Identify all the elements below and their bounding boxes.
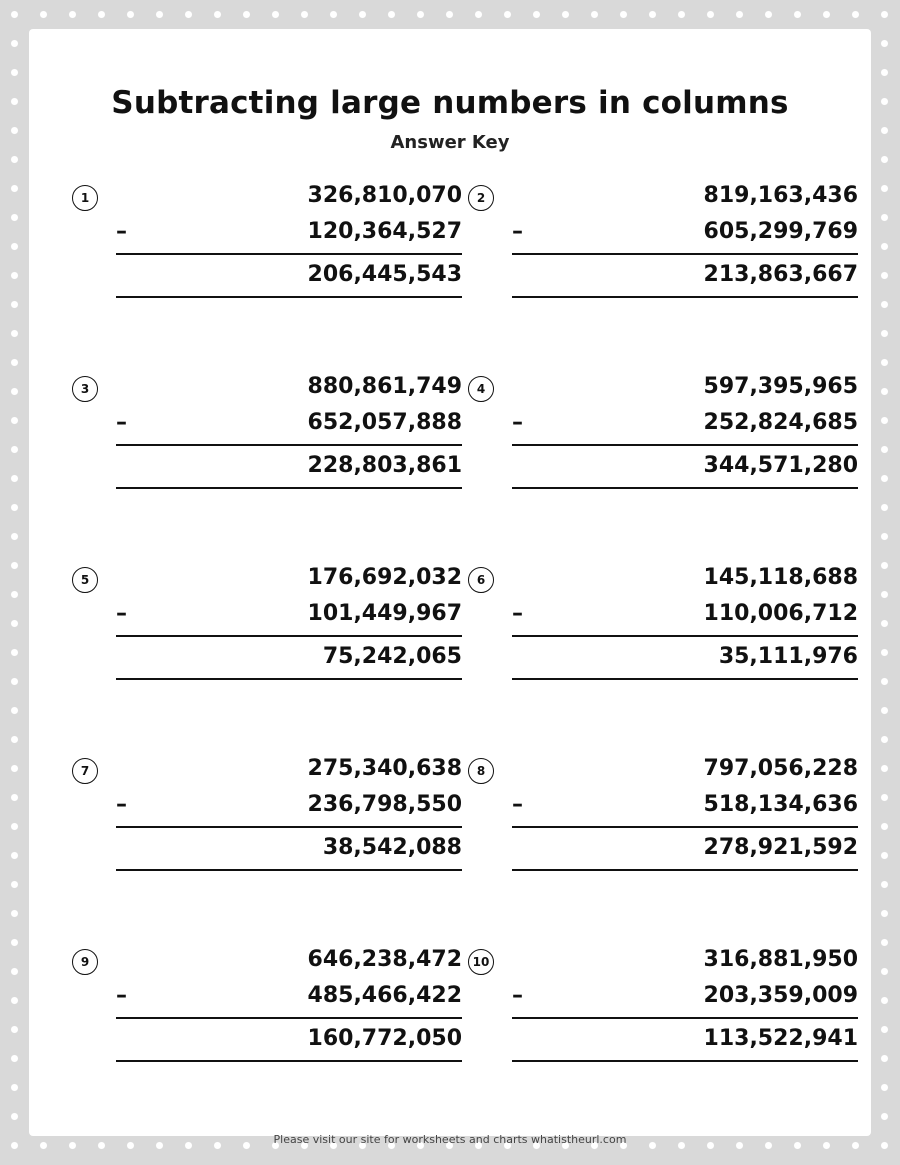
minuend: 275,340,638	[307, 756, 462, 781]
problem-number-badge: 2	[468, 185, 494, 211]
answer: 35,111,976	[718, 644, 858, 669]
bottom-rule	[512, 487, 858, 489]
subtrahend: 652,057,888	[307, 410, 462, 435]
subtrahend: 485,466,422	[307, 983, 462, 1008]
answer: 75,242,065	[322, 644, 462, 669]
problem-number-badge: 6	[468, 567, 494, 593]
problem-8	[468, 758, 858, 888]
problem-10	[468, 949, 858, 1079]
minus-sign: –	[116, 983, 127, 1008]
subtrahend: 605,299,769	[703, 219, 858, 244]
problem-number-badge: 4	[468, 376, 494, 402]
minuend: 326,810,070	[307, 183, 462, 208]
problem-number-badge: 7	[72, 758, 98, 784]
page-title: Subtracting large numbers in columns	[111, 85, 789, 121]
minuend: 145,118,688	[703, 565, 858, 590]
bottom-rule	[116, 1060, 462, 1062]
footer-text: Please visit our site for worksheets and charts whatistheurl.com	[273, 1133, 627, 1146]
top-rule	[512, 253, 858, 255]
subtrahend: 101,449,967	[307, 601, 462, 626]
subtrahend: 252,824,685	[703, 410, 858, 435]
page-subtitle: Answer Key	[390, 132, 510, 153]
problem-number-badge: 10	[468, 949, 494, 975]
problem-number-badge: 5	[72, 567, 98, 593]
minus-sign: –	[512, 792, 523, 817]
minus-sign: –	[512, 601, 523, 626]
answer: 213,863,667	[703, 262, 858, 287]
problem-6	[468, 567, 858, 697]
bottom-rule	[116, 296, 462, 298]
minuend: 597,395,965	[703, 374, 858, 399]
top-rule	[116, 1017, 462, 1019]
worksheet-page	[29, 29, 871, 1146]
minus-sign: –	[116, 219, 127, 244]
bottom-rule	[512, 1060, 858, 1062]
minuend: 819,163,436	[703, 183, 858, 208]
minuend: 797,056,228	[703, 756, 858, 781]
bottom-rule	[116, 869, 462, 871]
top-rule	[116, 826, 462, 828]
answer: 344,571,280	[703, 453, 858, 478]
top-rule	[116, 444, 462, 446]
minus-sign: –	[512, 983, 523, 1008]
bottom-rule	[116, 678, 462, 680]
problem-number-badge: 9	[72, 949, 98, 975]
problem-number-badge: 3	[72, 376, 98, 402]
subtrahend: 236,798,550	[307, 792, 462, 817]
problem-4	[468, 376, 858, 506]
bottom-rule	[512, 869, 858, 871]
answer: 206,445,543	[307, 262, 462, 287]
problem-5	[72, 567, 462, 697]
answer: 278,921,592	[703, 835, 858, 860]
minus-sign: –	[512, 410, 523, 435]
minus-sign: –	[116, 410, 127, 435]
answer: 38,542,088	[322, 835, 462, 860]
top-rule	[512, 1017, 858, 1019]
subtrahend: 518,134,636	[703, 792, 858, 817]
top-rule	[116, 635, 462, 637]
subtrahend: 110,006,712	[703, 601, 858, 626]
top-rule	[512, 635, 858, 637]
top-rule	[512, 444, 858, 446]
problem-number-badge: 8	[468, 758, 494, 784]
problem-9	[72, 949, 462, 1079]
subtrahend: 203,359,009	[703, 983, 858, 1008]
bottom-rule	[512, 296, 858, 298]
minuend: 316,881,950	[703, 947, 858, 972]
answer: 160,772,050	[307, 1026, 462, 1051]
top-rule	[116, 253, 462, 255]
minuend: 646,238,472	[307, 947, 462, 972]
problem-1	[72, 185, 462, 315]
minuend: 176,692,032	[307, 565, 462, 590]
problem-2	[468, 185, 858, 315]
subtrahend: 120,364,527	[307, 219, 462, 244]
problem-number-badge: 1	[72, 185, 98, 211]
bottom-rule	[512, 678, 858, 680]
problem-7	[72, 758, 462, 888]
minus-sign: –	[116, 792, 127, 817]
problem-3	[72, 376, 462, 506]
bottom-rule	[116, 487, 462, 489]
answer: 228,803,861	[307, 453, 462, 478]
minus-sign: –	[116, 601, 127, 626]
minuend: 880,861,749	[307, 374, 462, 399]
minus-sign: –	[512, 219, 523, 244]
answer: 113,522,941	[703, 1026, 858, 1051]
top-rule	[512, 826, 858, 828]
